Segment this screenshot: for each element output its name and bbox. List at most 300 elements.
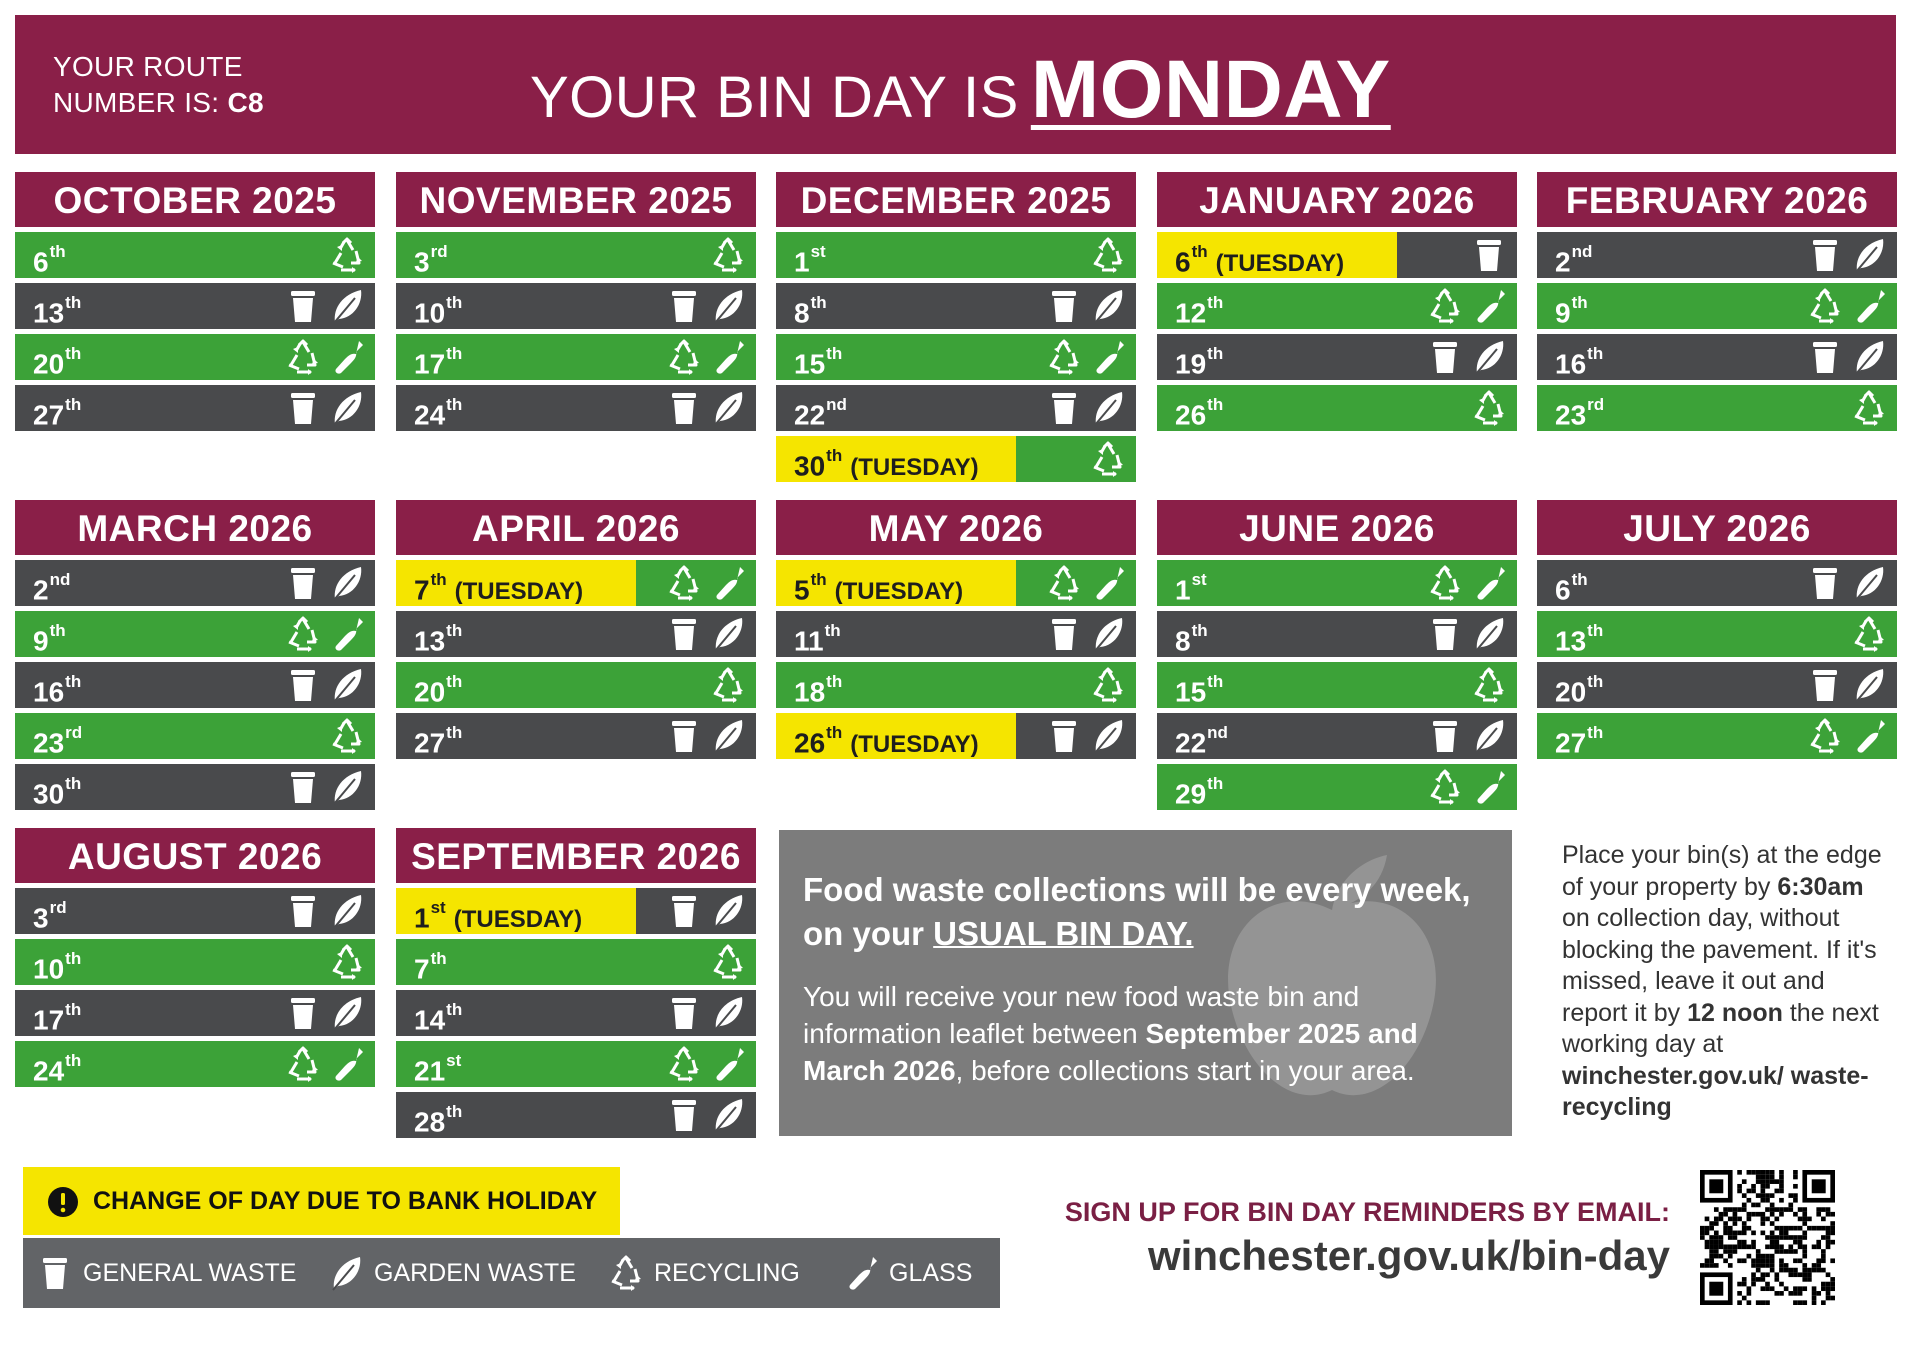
general-waste-bin-icon [666, 995, 702, 1031]
date-number: 26 [1175, 399, 1207, 431]
date-number: 13 [33, 297, 65, 329]
garden-waste-leaf-icon [1471, 339, 1507, 375]
collection-icons [1807, 667, 1887, 703]
date-suffix: th [65, 949, 82, 968]
date-suffix: th [1207, 293, 1224, 312]
collection-date [414, 888, 582, 944]
signup-label: SIGN UP FOR BIN DAY REMINDERS BY EMAIL: [1064, 1197, 1670, 1227]
recycling-icon [608, 1255, 644, 1291]
collection-row [396, 1092, 756, 1138]
collection-row [396, 888, 756, 934]
collection-row [396, 1041, 756, 1087]
date-suffix: th [65, 344, 82, 363]
collection-icons [1471, 237, 1507, 273]
collection-icons [1046, 565, 1126, 601]
legend-garden [328, 1255, 576, 1291]
collection-date [414, 283, 462, 337]
glass-bottle-icon [1471, 288, 1507, 324]
collection-row [1157, 764, 1517, 810]
month-block [1157, 500, 1517, 810]
collection-icons [285, 616, 365, 652]
date-suffix: th [65, 774, 82, 793]
glass-bottle-icon [1471, 565, 1507, 601]
collection-row [15, 764, 375, 810]
collection-row [1537, 713, 1897, 759]
date-suffix: th [430, 949, 447, 968]
collection-date [1555, 560, 1588, 614]
collection-date [414, 662, 462, 716]
collection-icons [1046, 718, 1126, 754]
date-suffix: st [430, 898, 446, 917]
recycling-icon [1807, 718, 1843, 754]
garden-waste-leaf-icon [329, 565, 365, 601]
recycling-icon [1427, 288, 1463, 324]
collection-row [1157, 385, 1517, 431]
collection-icons [1046, 288, 1126, 324]
date-suffix: th [446, 621, 463, 640]
recycling-icon [1807, 288, 1843, 324]
month-title: DECEMBER 2025 [776, 172, 1136, 227]
collection-date [33, 939, 81, 993]
recycling-icon [285, 339, 321, 375]
collection-row [776, 283, 1136, 329]
general-waste-bin-icon [37, 1255, 73, 1291]
date-suffix: th [65, 672, 82, 691]
collection-icons [285, 893, 365, 929]
collection-row [1157, 283, 1517, 329]
date-number: 29 [1175, 778, 1207, 810]
collection-row [396, 334, 756, 380]
general-waste-bin-icon [1046, 288, 1082, 324]
general-waste-bin-icon [666, 390, 702, 426]
date-suffix: st [810, 242, 826, 261]
collection-row [15, 939, 375, 985]
collection-icons [1851, 616, 1887, 652]
collection-row [1537, 611, 1897, 657]
garden-waste-leaf-icon [329, 769, 365, 805]
collection-date [33, 560, 70, 614]
collection-date [1175, 560, 1207, 614]
collection-icons [1471, 667, 1507, 703]
month-title: NOVEMBER 2025 [396, 172, 756, 227]
food-waste-panel [779, 830, 1512, 1136]
collection-icons [666, 995, 746, 1031]
date-suffix: th [1587, 723, 1604, 742]
collection-icons [1427, 339, 1507, 375]
collection-row [776, 560, 1136, 606]
collection-row [396, 990, 756, 1036]
collection-icons [1807, 565, 1887, 601]
month-block [776, 500, 1136, 759]
signup-link[interactable]: winchester.gov.uk/bin-day [1147, 1232, 1670, 1279]
general-waste-bin-icon [1807, 237, 1843, 273]
collection-icons [666, 1097, 746, 1133]
collection-row [396, 611, 756, 657]
glass-bottle-icon [710, 339, 746, 375]
collection-icons [666, 718, 746, 754]
date-suffix: rd [1587, 395, 1605, 414]
date-suffix: rd [65, 723, 83, 742]
collection-date [794, 232, 826, 286]
date-suffix: th [446, 293, 463, 312]
general-waste-bin-icon [1046, 718, 1082, 754]
garden-waste-leaf-icon [329, 667, 365, 703]
legend-recycling [608, 1255, 800, 1291]
date-number: 20 [33, 348, 65, 380]
recycling-icon [710, 667, 746, 703]
collection-icons [710, 944, 746, 980]
collection-row [1537, 560, 1897, 606]
recycling-icon [1046, 339, 1082, 375]
collection-icons [1046, 390, 1126, 426]
collection-icons [1427, 769, 1507, 805]
month-block [396, 500, 756, 759]
date-number: 20 [1555, 676, 1587, 708]
collection-date [414, 990, 462, 1044]
collection-instructions [1562, 840, 1892, 1124]
food-heading-text: Food waste collections will be every week, on your [803, 871, 1471, 952]
collection-date [33, 232, 66, 286]
recycling-icon [1471, 667, 1507, 703]
legend-general-label: GENERAL WASTE [83, 1258, 297, 1287]
date-number: 18 [794, 676, 826, 708]
garden-waste-leaf-icon [1851, 565, 1887, 601]
month-block [15, 172, 375, 431]
collection-row [776, 436, 1136, 482]
collection-icons [1807, 339, 1887, 375]
garden-waste-leaf-icon [710, 995, 746, 1031]
legend-recycling-label: RECYCLING [654, 1258, 800, 1287]
date-number: 1 [1175, 574, 1191, 606]
garden-waste-leaf-icon [329, 995, 365, 1031]
date-number: 24 [414, 399, 446, 431]
general-waste-bin-icon [666, 288, 702, 324]
instr-deadline: 12 noon [1687, 998, 1783, 1027]
date-number: 1 [414, 902, 430, 934]
route-label-line2 [53, 85, 264, 121]
collection-date [414, 611, 462, 665]
date-suffix: th [1207, 344, 1224, 363]
date-number: 17 [414, 348, 446, 380]
collection-icons [329, 718, 365, 754]
collection-row [396, 232, 756, 278]
glass-bottle-icon [1090, 565, 1126, 601]
date-number: 11 [794, 625, 824, 657]
month-title: JANUARY 2026 [1157, 172, 1517, 227]
date-number: 16 [1555, 348, 1587, 380]
collection-row [15, 611, 375, 657]
collection-date [794, 662, 842, 716]
garden-waste-leaf-icon [329, 288, 365, 324]
date-suffix: th [810, 293, 827, 312]
collection-icons [285, 565, 365, 601]
collection-row [1157, 662, 1517, 708]
collection-row [396, 385, 756, 431]
collection-date [1555, 334, 1603, 388]
date-number: 7 [414, 953, 430, 985]
date-suffix: th [1207, 774, 1224, 793]
garden-waste-leaf-icon [1851, 237, 1887, 273]
date-suffix: th [49, 242, 66, 261]
bank-holiday-legend [23, 1167, 620, 1235]
collection-date [1175, 385, 1223, 439]
date-suffix: th [446, 395, 463, 414]
collection-row [776, 385, 1136, 431]
food-body-text-end: , before collections start in your area. [955, 1055, 1415, 1086]
month-block [1537, 172, 1897, 431]
holiday-day-label: (TUESDAY) [850, 731, 979, 759]
collection-icons [666, 565, 746, 601]
glass-bottle-icon [329, 339, 365, 375]
date-suffix: th [1207, 395, 1224, 414]
recycling-icon [1090, 441, 1126, 477]
title-day: MONDAY [1030, 44, 1391, 135]
usual-bin-day-text: USUAL BIN DAY. [933, 915, 1194, 952]
general-waste-bin-icon [1046, 616, 1082, 652]
page-title [530, 44, 1391, 135]
general-waste-bin-icon [285, 390, 321, 426]
recycling-icon [329, 237, 365, 273]
collection-row [15, 990, 375, 1036]
collection-date [414, 713, 462, 767]
recycling-icon [1090, 237, 1126, 273]
recycling-icon [1427, 565, 1463, 601]
collection-date [794, 560, 963, 616]
date-suffix: th [826, 344, 843, 363]
instr-text-3: the next working day at [1562, 998, 1879, 1058]
collection-date [414, 1092, 462, 1146]
date-suffix: th [826, 672, 843, 691]
collection-date [414, 560, 583, 616]
recycling-icon [1427, 769, 1463, 805]
collection-icons [1090, 667, 1126, 703]
collection-row [396, 939, 756, 985]
general-waste-bin-icon [666, 893, 702, 929]
month-block [776, 172, 1136, 482]
collection-date [33, 611, 66, 665]
collection-icons [1046, 339, 1126, 375]
header-banner [15, 15, 1896, 154]
month-block [396, 828, 756, 1138]
collection-icons [329, 237, 365, 273]
holiday-day-label: (TUESDAY) [453, 906, 583, 934]
month-title: MAY 2026 [776, 500, 1136, 555]
recycling-icon [1851, 616, 1887, 652]
collection-row [15, 713, 375, 759]
collection-row [15, 662, 375, 708]
collection-date [33, 283, 81, 337]
collection-row [1537, 662, 1897, 708]
date-suffix: th [65, 1051, 82, 1070]
date-suffix: th [1587, 672, 1604, 691]
date-suffix: th [446, 1000, 463, 1019]
collection-row [15, 560, 375, 606]
collection-icons [1090, 237, 1126, 273]
collection-row [776, 662, 1136, 708]
date-suffix: th [430, 570, 447, 589]
recycling-icon [710, 944, 746, 980]
collection-icons [1471, 390, 1507, 426]
collection-icons [1427, 565, 1507, 601]
garden-waste-leaf-icon [1090, 718, 1126, 754]
collection-icons [710, 667, 746, 703]
collection-row [15, 283, 375, 329]
garden-waste-leaf-icon [1471, 616, 1507, 652]
collection-icons [329, 944, 365, 980]
month-title: AUGUST 2026 [15, 828, 375, 883]
date-suffix: th [1191, 242, 1208, 261]
collection-date [414, 385, 462, 439]
garden-waste-leaf-icon [1090, 390, 1126, 426]
collection-date [33, 713, 82, 767]
month-block [15, 500, 375, 810]
date-suffix: th [826, 446, 843, 465]
date-number: 13 [1555, 625, 1587, 657]
date-number: 6 [1175, 246, 1191, 278]
date-number: 2 [1555, 246, 1571, 278]
collection-row [776, 611, 1136, 657]
date-suffix: th [1587, 344, 1604, 363]
date-suffix: th [49, 621, 66, 640]
date-suffix: th [1587, 621, 1604, 640]
date-number: 24 [33, 1055, 65, 1087]
recycling-icon [1090, 667, 1126, 703]
collection-icons [1046, 616, 1126, 652]
collection-row [15, 334, 375, 380]
general-waste-bin-icon [1807, 667, 1843, 703]
title-prefix: YOUR BIN DAY IS [530, 65, 1019, 130]
date-suffix: th [65, 1000, 82, 1019]
collection-date [1175, 662, 1223, 716]
general-waste-bin-icon [285, 288, 321, 324]
collection-date [33, 385, 81, 439]
exclamation-icon [47, 1186, 79, 1218]
date-number: 20 [414, 676, 446, 708]
date-suffix: th [1191, 621, 1208, 640]
date-suffix: th [446, 672, 463, 691]
date-number: 3 [414, 246, 430, 278]
general-waste-bin-icon [1427, 339, 1463, 375]
general-waste-bin-icon [285, 769, 321, 805]
bank-holiday-label: CHANGE OF DAY DUE TO BANK HOLIDAY [93, 1187, 598, 1215]
collection-date [1175, 232, 1344, 288]
collection-row [15, 232, 375, 278]
legend-glass [843, 1255, 972, 1291]
holiday-day-label: (TUESDAY) [1215, 250, 1345, 278]
bin-type-legend [23, 1238, 1000, 1308]
date-number: 6 [1555, 574, 1571, 606]
garden-waste-leaf-icon [329, 893, 365, 929]
date-suffix: nd [826, 395, 847, 414]
date-number: 22 [794, 399, 826, 431]
date-suffix: th [826, 723, 843, 742]
collection-icons [285, 390, 365, 426]
garden-waste-leaf-icon [710, 1097, 746, 1133]
collection-date [1175, 334, 1223, 388]
collection-row [15, 1041, 375, 1087]
instr-url: winchester.gov.uk/ waste-recycling [1562, 1061, 1869, 1121]
date-suffix: nd [49, 570, 71, 589]
collection-date [794, 385, 847, 439]
month-title: JULY 2026 [1537, 500, 1897, 555]
month-block [1537, 500, 1897, 759]
general-waste-bin-icon [666, 718, 702, 754]
date-number: 23 [33, 727, 65, 759]
date-number: 10 [33, 953, 65, 985]
garden-waste-leaf-icon [710, 718, 746, 754]
date-suffix: rd [430, 242, 448, 261]
legend-general [37, 1255, 296, 1291]
collection-row [15, 888, 375, 934]
month-title: OCTOBER 2025 [15, 172, 375, 227]
date-suffix: th [65, 395, 82, 414]
date-number: 9 [33, 625, 49, 657]
instr-time: 6:30am [1777, 872, 1864, 901]
date-number: 5 [794, 574, 810, 606]
holiday-day-label: (TUESDAY) [850, 454, 979, 482]
collection-date [33, 764, 81, 818]
glass-bottle-icon [843, 1255, 879, 1291]
collection-date [1555, 662, 1603, 716]
collection-icons [285, 667, 365, 703]
date-suffix: th [65, 293, 82, 312]
date-number: 30 [33, 778, 65, 810]
general-waste-bin-icon [1427, 718, 1463, 754]
collection-icons [666, 1046, 746, 1082]
recycling-icon [666, 339, 702, 375]
date-suffix: th [1207, 672, 1224, 691]
glass-bottle-icon [329, 616, 365, 652]
route-number [53, 49, 264, 121]
general-waste-bin-icon [666, 1097, 702, 1133]
food-waste-heading [803, 868, 1483, 956]
collection-icons [285, 288, 365, 324]
date-suffix: th [446, 723, 463, 742]
month-block [15, 828, 375, 1087]
month-block [1157, 172, 1517, 431]
collection-icons [1427, 288, 1507, 324]
general-waste-bin-icon [1046, 390, 1082, 426]
recycling-icon [1471, 390, 1507, 426]
glass-bottle-icon [1471, 769, 1507, 805]
date-suffix: th [446, 344, 463, 363]
date-suffix: th [810, 570, 827, 589]
instr-text-1: Place your bin(s) at the edge of your property by [1562, 841, 1882, 901]
food-body-text: You will receive your new food waste bin and information leaflet between [803, 981, 1360, 1049]
collection-date [1175, 713, 1228, 767]
collection-row [1157, 334, 1517, 380]
glass-bottle-icon [1851, 718, 1887, 754]
date-suffix: st [1191, 570, 1207, 589]
date-number: 8 [1175, 625, 1191, 657]
date-number: 14 [414, 1004, 446, 1036]
date-number: 17 [33, 1004, 65, 1036]
recycling-icon [285, 1046, 321, 1082]
recycling-icon [1046, 565, 1082, 601]
food-body-dates: September 2025 and March 2026 [803, 1018, 1418, 1086]
month-title: SEPTEMBER 2026 [396, 828, 756, 883]
month-title: APRIL 2026 [396, 500, 756, 555]
date-number: 21 [414, 1055, 446, 1087]
date-number: 2 [33, 574, 49, 606]
qr-code[interactable] [1700, 1170, 1835, 1305]
month-title: FEBRUARY 2026 [1537, 172, 1897, 227]
date-number: 30 [794, 450, 826, 482]
garden-waste-leaf-icon [710, 616, 746, 652]
recycling-icon [285, 616, 321, 652]
collection-date [1555, 283, 1588, 337]
collection-row [1157, 713, 1517, 759]
